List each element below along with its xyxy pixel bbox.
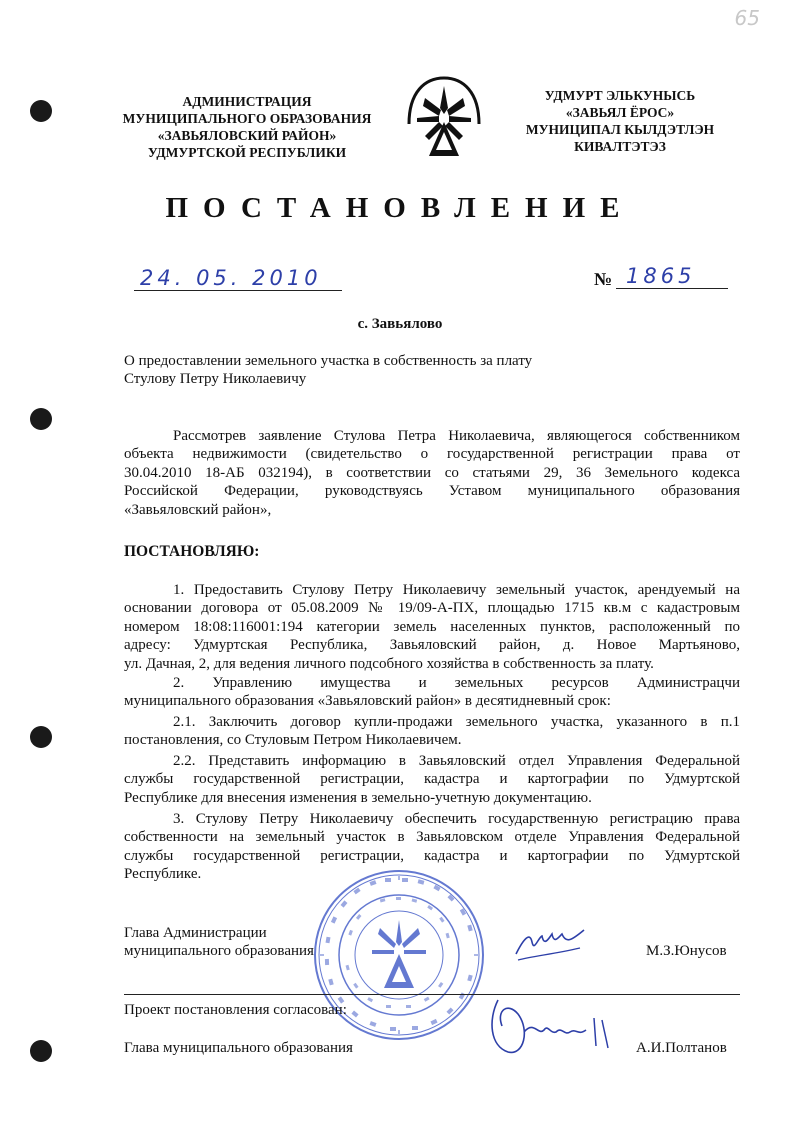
item-line: 2. Управлению имущества и земельных ресурсов Администрацчи [173,675,740,691]
decree-item-2 [124,674,740,711]
item-line: ул. Дачная, 2, для ведения личного подсобного хозяйства в собственность за плату. [124,655,654,672]
header-right-line: КИВАЛТЭТЭЗ [574,139,666,154]
item-line: номером 18:08:116001:194 категории земель населенных пунктов, расположенный по [124,618,740,635]
item-line: Республике для внесения изменения в земельно-учетную документацию. [124,789,592,806]
item-line: 2.2. Представить информацию в Завьяловский отдел Управления Федеральной [173,753,740,769]
intro-line: «Завьяловский район», [124,501,272,518]
document-title: ПОСТАНОВЛЕНИЕ [165,192,635,224]
handwritten-signature [478,990,618,1066]
item-line: 3. Стулову Петру Николаевичу обеспечить государственную регистрацию права [173,811,740,827]
header-left [112,93,382,161]
place-name: с. Завьялово [357,316,443,332]
number-label: № [594,269,613,289]
item-line: Республике. [124,866,202,883]
header-left-line: УДМУРТСКОЙ РЕСПУБЛИКИ [147,145,347,160]
intro-paragraph [124,427,740,519]
item-line: службы государственной регистрации, кадастра и картографии по Удмуртской [124,771,740,788]
punch-hole [30,1040,52,1062]
header-right-line: МУНИЦИПАЛ КЫЛДЭТЛЭН [525,122,715,137]
punch-hole [30,726,52,748]
intro-line: 30.04.2010 18-АБ 032194), в соответствии со статьями 29, 36 Земельного кодекса [124,464,740,481]
item-line: 1. Предоставить Стулову Петру Николаевичу земельный участок, арендуемый на [173,582,740,598]
handwritten-signature [510,918,590,968]
header-right-line: «ЗАВЬЯЛ ЁРОС» [565,105,675,120]
decree-heading: ПОСТАНОВЛЯЮ: [124,543,260,560]
item-line: основании договора от 05.08.2009 № 19/09-А-ПХ, площадью 1715 кв.м с кадастровым [124,600,740,617]
item-line: 2.1. Заключить договор купли-продажи земельного участка, указанного в п.1 [173,714,740,730]
date-underline [134,290,342,291]
item-line: муниципального образования «Завьяловский район» в десятидневный срок: [124,693,611,710]
agreed-label: Проект постановления согласован: [124,1002,347,1018]
document-number: 1865 [626,264,696,288]
header-left-line: АДМИНИСТРАЦИЯ [182,94,312,109]
head-title-line: муниципального образования [124,943,314,959]
intro-line: Рассмотрев заявление Стулова Петра Николаевича, являющегося собственником [173,428,740,444]
item-line: собственности на земельный участок в Завьяловском отделе Управления Федеральной [124,829,740,846]
header-right-line: УДМУРТ ЭЛЬКУНЫСЬ [544,88,696,103]
decree-item-2-1 [124,713,740,750]
document-date: 24. 05. 2010 [140,266,322,290]
number-underline [616,288,728,289]
intro-line: объекта недвижимости (свидетельство о государственной регистрации права от [124,446,740,463]
emblem-logo [403,72,485,160]
separator-line [124,994,740,995]
head-title-line: Глава Администрации [124,925,267,941]
agreed-name: А.И.Полтанов [636,1040,727,1056]
subject-line: Стулову Петру Николаевичу [124,371,307,387]
intro-line: Российской Федерации, руководствуясь Уставом муниципального образования [124,483,740,500]
header-right [515,87,725,155]
item-line: адресу: Удмуртская Республика, Завьяловский район, д. Новое Мартьяново, [124,637,740,654]
decree-item-2-2 [124,752,740,807]
agreed-title: Глава муниципального образования [124,1040,353,1056]
subject-line: О предоставлении земельного участка в собственность за плату [124,353,533,369]
header-left-line: МУНИЦИПАЛЬНОГО ОБРАЗОВАНИЯ [122,111,372,126]
punch-hole [30,100,52,122]
item-line: постановления, со Стуловым Петром Николаевичем. [124,732,462,749]
decree-item-1 [124,581,740,673]
item-line: службы государственной регистрации, кадастра и картографии по Удмуртской [124,847,740,864]
head-name: М.З.Юнусов [646,943,727,959]
corner-page-mark: 65 [734,6,760,30]
header-left-line: «ЗАВЬЯЛОВСКИЙ РАЙОН» [157,128,337,143]
punch-hole [30,408,52,430]
